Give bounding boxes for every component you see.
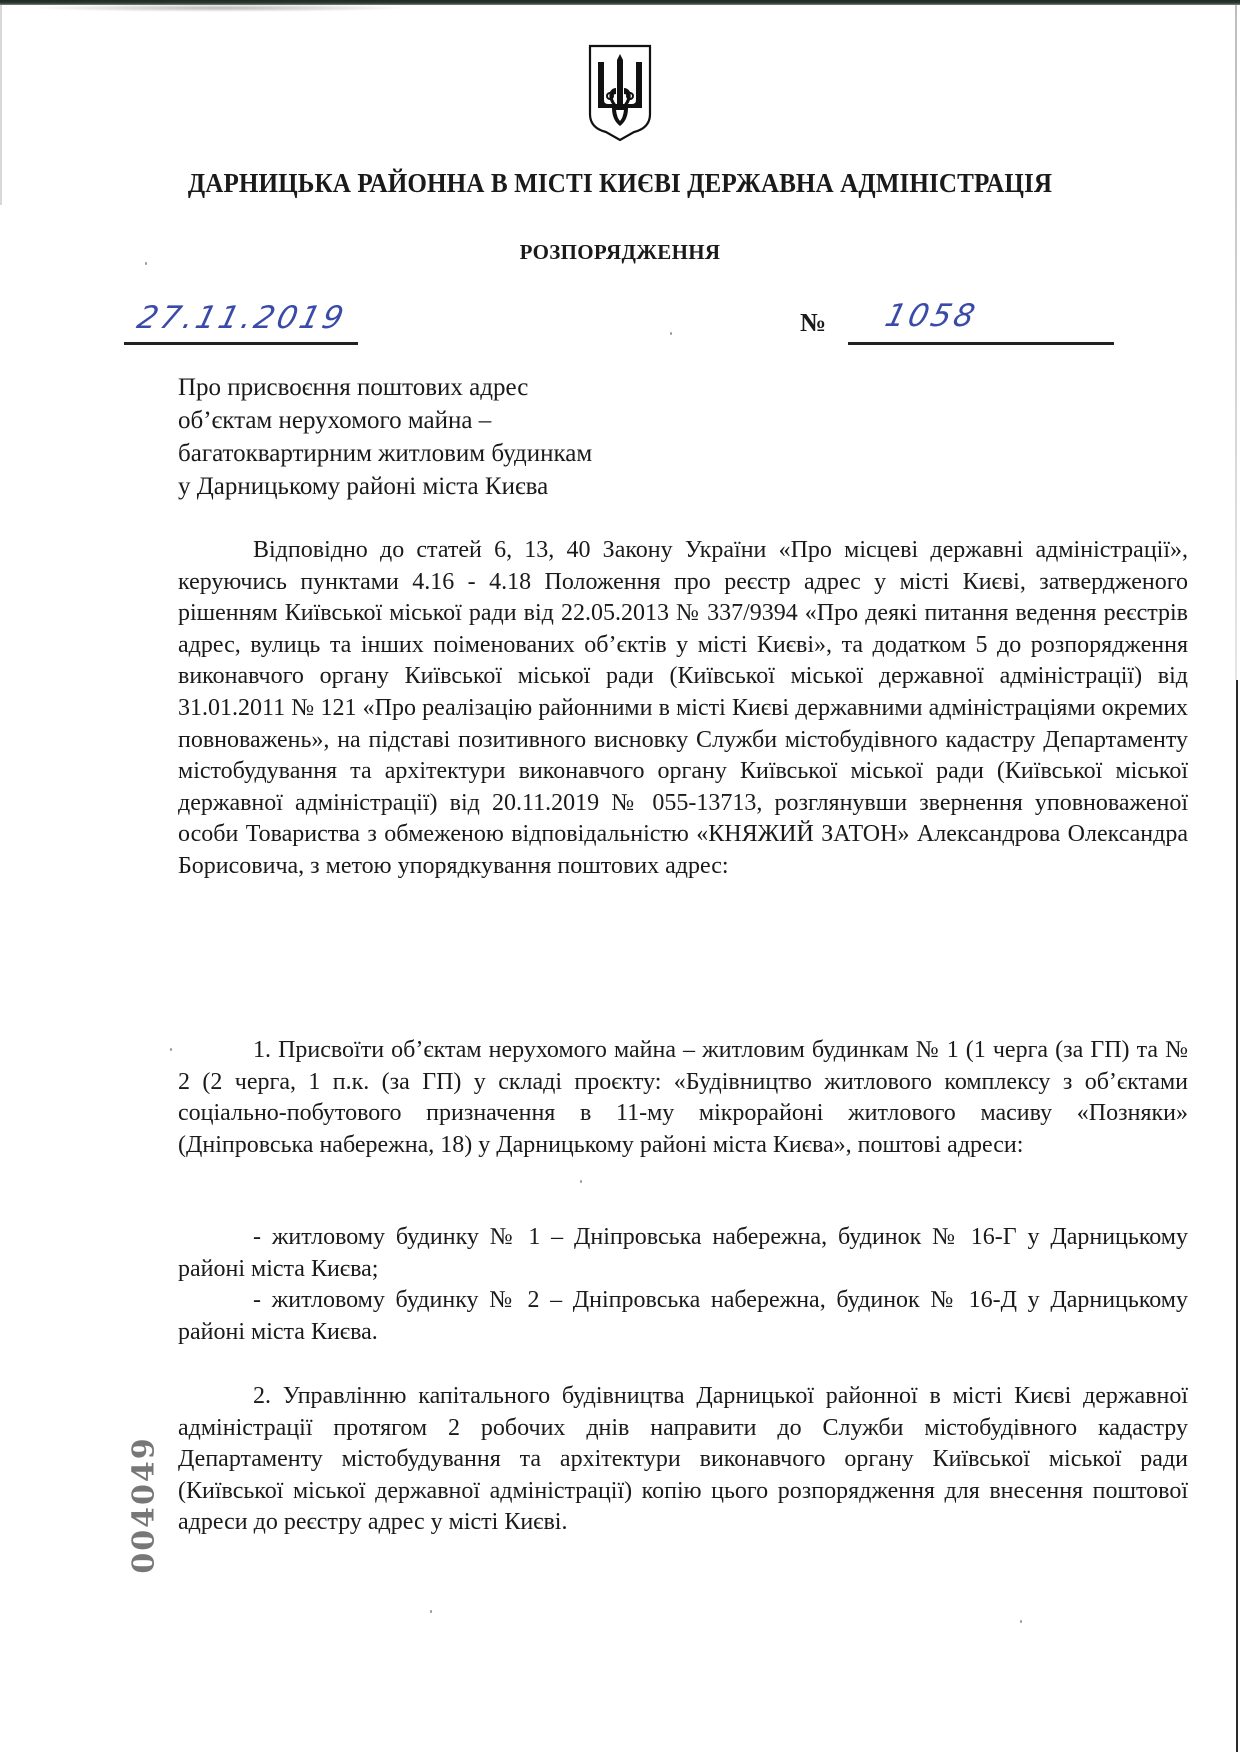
- date-field: [124, 300, 358, 345]
- margin-serial-stamp: [124, 1425, 164, 1585]
- scan-speck: [145, 262, 147, 265]
- preamble-paragraph: [178, 535, 1188, 883]
- scan-speck: [170, 1048, 172, 1051]
- document-subject: [178, 371, 592, 503]
- preamble-text: Відповідно до статей 6, 13, 40 Закону України «Про місцеві державні адміністрації», керуючись пунктами 4.16 - 4.18 Положення про реєстр адрес у місті Києві, затвердженого рішенням Київської міської ради від 22.05.2013 № 337/9394 «Про деякі питання ведення реєстрів адрес, вулиць та інших поіменованих об’єктів у місті Києві», та додатком 5 до розпорядження виконавчого органу Київської міської ради (Київської міської державної адміністрації) від 31.01.2011 № 121 «Про реалізацію районними в місті Києві державними адміністраціями окремих повноважень», на підставі позитивного висновку Служби містобудівного кадастру Департаменту містобудування та архітектури виконавчого органу Київської міської ради (Київської міської державної адміністрації) від 20.11.2019 № 055-13713, розглянувши звернення уповноваженої особи Товариства з обмеженою відповідальністю «КНЯЖИЙ ЗАТОН» Александрова Олександра Борисовича, з метою упорядкування поштових адрес:: [178, 537, 1188, 879]
- scan-speck: [430, 1610, 432, 1613]
- coat-of-arms-icon: [588, 44, 652, 142]
- scan-right-edge: [1236, 680, 1238, 1752]
- scan-speck: [1020, 1620, 1022, 1623]
- scan-speck: [580, 1180, 582, 1183]
- scan-shadow: [30, 4, 410, 12]
- subject-line: Про присвоєння поштових адрес: [178, 374, 529, 401]
- document-type-heading: РОЗПОРЯДЖЕННЯ: [519, 240, 721, 264]
- item-1-text: 1. Присвоїти об’єктам нерухомого майна – житловим будинкам № 1 (1 черга (за ГП) та № 2 (2 черга, 1 п.к. (за ГП) у складі проєкту: «Будівництво житлового комплексу з об’єктами соціально-побутового призначення в 11-му мікрорайоні житлового масиву «Позняки» (Дніпровська набережна, 18) у Дарницькому районі міста Києва», поштові адреси:: [178, 1037, 1188, 1158]
- subject-line: об’єктам нерухомого майна –: [178, 407, 492, 434]
- subject-line: у Дарницькому районі міста Києва: [178, 473, 549, 500]
- scan-left-edge: [0, 5, 2, 205]
- scan-right-edge-faint: [1235, 5, 1237, 680]
- organization-title: ДАРНИЦЬКА РАЙОННА В МІСТІ КИЄВІ ДЕРЖАВНА АДМІНІСТРАЦІЯ: [187, 168, 1053, 198]
- scan-speck: [670, 332, 672, 335]
- number-field: [848, 300, 1114, 345]
- item-1-paragraph: [178, 1035, 1188, 1161]
- number-label: №: [800, 308, 827, 337]
- serial-number: 004049: [126, 1436, 162, 1574]
- handwritten-number: 1058: [881, 298, 982, 334]
- handwritten-date: 27.11.2019: [133, 300, 350, 336]
- item-2-text: 2. Управлінню капітального будівництва Дарницької районної в місті Києві державної адміністрації протягом 2 робочих днів направити до Служби містобудівного кадастру Департаменту містобудування та архітектури виконавчого органу Київської міської ради (Київської міської державної адміністрації) копію цього розпорядження для внесення поштової адреси до реєстру адрес у місті Києві.: [178, 1383, 1188, 1536]
- address-item: - житловому будинку № 1 – Дніпровська набережна, будинок № 16-Г у Дарницькому районі міста Києва;: [178, 1224, 1188, 1282]
- subject-line: багатоквартирним житловим будинкам: [178, 440, 593, 467]
- address-list: [178, 1222, 1188, 1348]
- item-2-paragraph: [178, 1381, 1188, 1539]
- address-item: - житловому будинку № 2 – Дніпровська набережна, будинок № 16-Д у Дарницькому районі міста Києва.: [178, 1287, 1188, 1345]
